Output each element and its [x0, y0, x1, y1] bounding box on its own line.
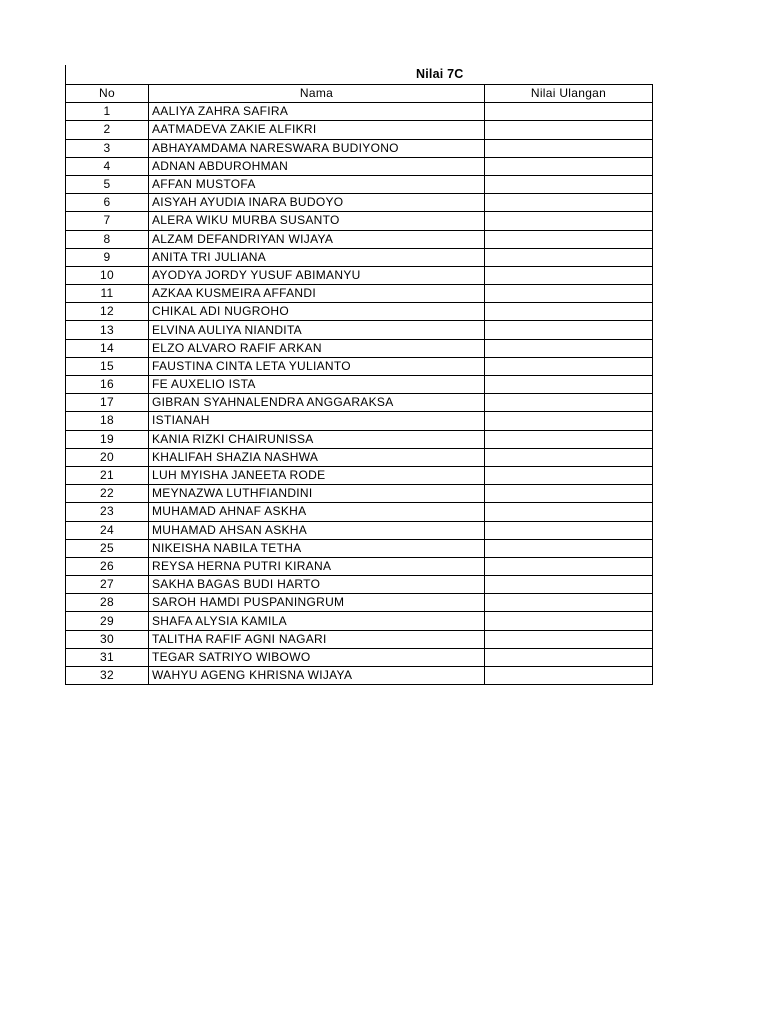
nilai-ulangan-cell[interactable]: [485, 503, 653, 521]
nilai-ulangan-cell[interactable]: [485, 448, 653, 466]
table-row: [66, 230, 653, 248]
sheet-title: Nilai 7C: [416, 67, 464, 81]
table-row: [66, 339, 653, 357]
table-row: [66, 412, 653, 430]
row-number: 27: [66, 576, 149, 594]
student-name: ALZAM DEFANDRIYAN WIJAYA: [149, 230, 485, 248]
row-number: 19: [66, 430, 149, 448]
row-number: 6: [66, 194, 149, 212]
nilai-ulangan-cell[interactable]: [485, 648, 653, 666]
table-row: [66, 539, 653, 557]
row-number: 30: [66, 630, 149, 648]
table-row: [66, 466, 653, 484]
nilai-ulangan-cell[interactable]: [485, 157, 653, 175]
table-row: [66, 503, 653, 521]
row-number: 4: [66, 157, 149, 175]
student-name: AYODYA JORDY YUSUF ABIMANYU: [149, 266, 485, 284]
student-name: AALIYA ZAHRA SAFIRA: [149, 103, 485, 121]
row-number: 22: [66, 485, 149, 503]
nilai-ulangan-cell[interactable]: [485, 321, 653, 339]
table-row: [66, 594, 653, 612]
nilai-ulangan-cell[interactable]: [485, 212, 653, 230]
student-name: FE AUXELIO ISTA: [149, 376, 485, 394]
student-name: ABHAYAMDAMA NARESWARA BUDIYONO: [149, 139, 485, 157]
table-row: [66, 212, 653, 230]
nilai-ulangan-cell[interactable]: [485, 139, 653, 157]
row-number: 29: [66, 612, 149, 630]
student-name: FAUSTINA CINTA LETA YULIANTO: [149, 357, 485, 375]
student-name: AZKAA KUSMEIRA AFFANDI: [149, 285, 485, 303]
student-name: LUH MYISHA JANEETA RODE: [149, 466, 485, 484]
row-number: 9: [66, 248, 149, 266]
student-name: ELZO ALVARO RAFIF ARKAN: [149, 339, 485, 357]
table-row: [66, 648, 653, 666]
student-name: KANIA RIZKI CHAIRUNISSA: [149, 430, 485, 448]
row-number: 12: [66, 303, 149, 321]
student-name: ANITA TRI JULIANA: [149, 248, 485, 266]
table-row: [66, 266, 653, 284]
student-name: TEGAR SATRIYO WIBOWO: [149, 648, 485, 666]
student-name: MEYNAZWA LUTHFIANDINI: [149, 485, 485, 503]
row-number: 10: [66, 266, 149, 284]
row-number: 21: [66, 466, 149, 484]
row-number: 25: [66, 539, 149, 557]
student-name: AISYAH AYUDIA INARA BUDOYO: [149, 194, 485, 212]
row-number: 15: [66, 357, 149, 375]
student-name: AATMADEVA ZAKIE ALFIKRI: [149, 121, 485, 139]
nilai-ulangan-cell[interactable]: [485, 594, 653, 612]
row-number: 2: [66, 121, 149, 139]
row-number: 20: [66, 448, 149, 466]
student-name: NIKEISHA NABILA TETHA: [149, 539, 485, 557]
title-row: [65, 65, 652, 84]
student-name: ALERA WIKU MURBA SUSANTO: [149, 212, 485, 230]
nilai-ulangan-cell[interactable]: [485, 667, 653, 685]
table-row: [66, 175, 653, 193]
row-number: 26: [66, 557, 149, 575]
student-name: REYSA HERNA PUTRI KIRANA: [149, 557, 485, 575]
row-number: 32: [66, 667, 149, 685]
row-number: 8: [66, 230, 149, 248]
student-name: ELVINA AULIYA NIANDITA: [149, 321, 485, 339]
nilai-ulangan-cell[interactable]: [485, 248, 653, 266]
nilai-ulangan-cell[interactable]: [485, 557, 653, 575]
nilai-ulangan-cell[interactable]: [485, 303, 653, 321]
header-row: [66, 85, 653, 103]
row-number: 7: [66, 212, 149, 230]
table-row: [66, 121, 653, 139]
nilai-ulangan-cell[interactable]: [485, 485, 653, 503]
nilai-ulangan-cell[interactable]: [485, 630, 653, 648]
table-row: [66, 576, 653, 594]
student-name: KHALIFAH SHAZIA NASHWA: [149, 448, 485, 466]
student-name: MUHAMAD AHNAF ASKHA: [149, 503, 485, 521]
row-number: 24: [66, 521, 149, 539]
row-number: 11: [66, 285, 149, 303]
nilai-ulangan-cell[interactable]: [485, 521, 653, 539]
nilai-ulangan-cell[interactable]: [485, 539, 653, 557]
student-name: CHIKAL ADI NUGROHO: [149, 303, 485, 321]
nilai-ulangan-cell[interactable]: [485, 376, 653, 394]
table-row: [66, 357, 653, 375]
table-row: [66, 521, 653, 539]
nilai-ulangan-cell[interactable]: [485, 576, 653, 594]
table-row: [66, 448, 653, 466]
nilai-ulangan-cell[interactable]: [485, 285, 653, 303]
grade-sheet: [65, 65, 652, 685]
row-number: 28: [66, 594, 149, 612]
student-name: ISTIANAH: [149, 412, 485, 430]
table-row: [66, 667, 653, 685]
nilai-ulangan-cell[interactable]: [485, 466, 653, 484]
student-name: TALITHA RAFIF AGNI NAGARI: [149, 630, 485, 648]
nilai-ulangan-cell[interactable]: [485, 357, 653, 375]
row-number: 3: [66, 139, 149, 157]
student-name: GIBRAN SYAHNALENDRA ANGGARAKSA: [149, 394, 485, 412]
nilai-ulangan-cell[interactable]: [485, 394, 653, 412]
table-row: [66, 103, 653, 121]
column-header-nilai-ulangan: Nilai Ulangan: [485, 85, 653, 103]
column-header-no: No: [66, 85, 149, 103]
table-row: [66, 303, 653, 321]
row-number: 31: [66, 648, 149, 666]
row-number: 5: [66, 175, 149, 193]
row-number: 17: [66, 394, 149, 412]
table-row: [66, 376, 653, 394]
nilai-ulangan-cell[interactable]: [485, 103, 653, 121]
table-row: [66, 485, 653, 503]
table-body: [66, 103, 653, 685]
row-number: 23: [66, 503, 149, 521]
row-number: 14: [66, 339, 149, 357]
table-row: [66, 557, 653, 575]
nilai-ulangan-cell[interactable]: [485, 194, 653, 212]
table-row: [66, 139, 653, 157]
nilai-ulangan-cell[interactable]: [485, 430, 653, 448]
row-number: 13: [66, 321, 149, 339]
grade-table: [65, 84, 653, 685]
student-name: AFFAN MUSTOFA: [149, 175, 485, 193]
table-row: [66, 430, 653, 448]
student-name: SAROH HAMDI PUSPANINGRUM: [149, 594, 485, 612]
nilai-ulangan-cell[interactable]: [485, 412, 653, 430]
nilai-ulangan-cell[interactable]: [485, 121, 653, 139]
nilai-ulangan-cell[interactable]: [485, 230, 653, 248]
table-row: [66, 630, 653, 648]
table-row: [66, 285, 653, 303]
table-row: [66, 321, 653, 339]
student-name: ADNAN ABDUROHMAN: [149, 157, 485, 175]
table-row: [66, 194, 653, 212]
nilai-ulangan-cell[interactable]: [485, 266, 653, 284]
nilai-ulangan-cell[interactable]: [485, 612, 653, 630]
student-name: SAKHA BAGAS BUDI HARTO: [149, 576, 485, 594]
row-number: 16: [66, 376, 149, 394]
row-number: 1: [66, 103, 149, 121]
nilai-ulangan-cell[interactable]: [485, 175, 653, 193]
column-header-nama: Nama: [149, 85, 485, 103]
table-row: [66, 157, 653, 175]
nilai-ulangan-cell[interactable]: [485, 339, 653, 357]
student-name: MUHAMAD AHSAN ASKHA: [149, 521, 485, 539]
table-row: [66, 394, 653, 412]
table-row: [66, 248, 653, 266]
table-row: [66, 612, 653, 630]
student-name: SHAFA ALYSIA KAMILA: [149, 612, 485, 630]
student-name: WAHYU AGENG KHRISNA WIJAYA: [149, 667, 485, 685]
row-number: 18: [66, 412, 149, 430]
